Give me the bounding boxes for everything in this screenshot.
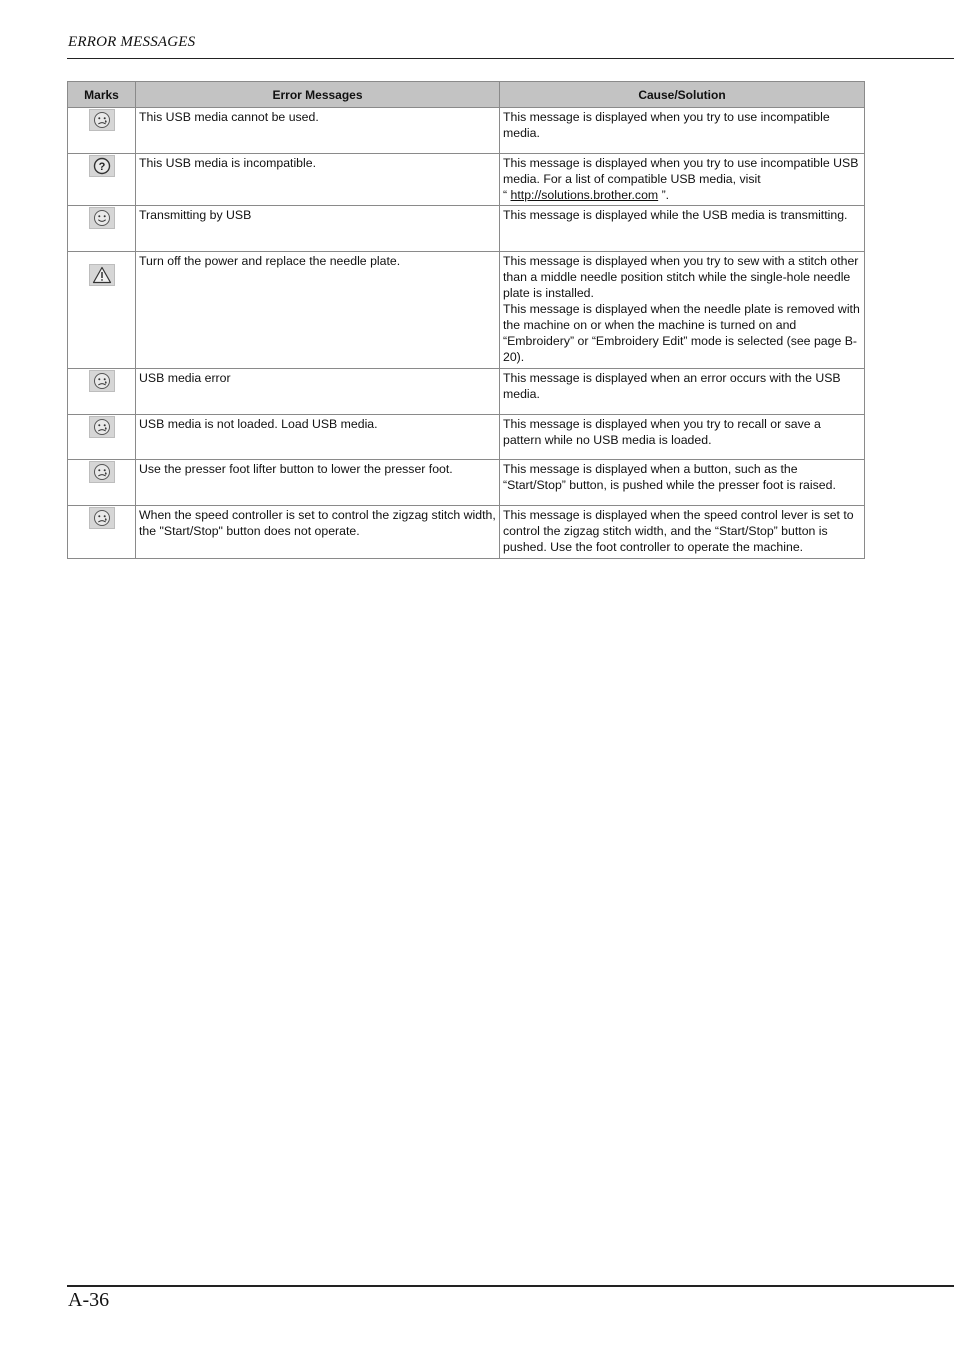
cause-solution-cell xyxy=(500,506,865,559)
mark-cell xyxy=(68,415,136,460)
cause-text: This message is displayed when the needle plate is removed with the machine on or when the machine is turned on and “Embroidery” or “Embroidery Edit” mode is selected (see page B-20). xyxy=(503,302,860,364)
table-row xyxy=(68,506,865,559)
warning-icon xyxy=(89,264,115,286)
cause-text: This message is displayed when an error occurs with the USB media. xyxy=(503,371,841,401)
table-row xyxy=(68,415,865,460)
error-message-cell: USB media error xyxy=(136,369,500,415)
header-divider xyxy=(67,58,954,59)
quote-open: “ xyxy=(503,188,511,202)
table-row xyxy=(68,206,865,252)
cause-solution-cell xyxy=(500,108,865,154)
table-row xyxy=(68,369,865,415)
error-message-cell: This USB media cannot be used. xyxy=(136,108,500,154)
sad-face-icon xyxy=(89,507,115,529)
solutions-link[interactable]: http://solutions.brother.com xyxy=(510,188,659,202)
mark-cell xyxy=(68,206,136,252)
sad-face-icon xyxy=(89,370,115,392)
error-message-cell: Transmitting by USB xyxy=(136,206,500,252)
cause-text: This message is displayed when you try to use incompatible USB media. For a list of compatible USB media, visit xyxy=(503,156,859,186)
page-number: A-36 xyxy=(68,1289,110,1311)
error-message-cell: Use the presser foot lifter button to lower the presser foot. xyxy=(136,460,500,506)
footer-divider xyxy=(67,1285,954,1287)
question-icon xyxy=(89,155,115,177)
column-header-cause-solution: Cause/Solution xyxy=(500,82,865,108)
cause-solution-cell xyxy=(500,252,865,369)
mark-cell xyxy=(68,506,136,559)
error-message-cell: USB media is not loaded. Load USB media. xyxy=(136,415,500,460)
page-header-title: ERROR MESSAGES xyxy=(68,34,196,50)
error-message-cell: When the speed controller is set to control the zigzag stitch width, the "Start/Stop" button does not operate. xyxy=(136,506,500,559)
column-header-error-messages: Error Messages xyxy=(136,82,500,108)
mark-cell xyxy=(68,154,136,206)
smile-face-icon xyxy=(89,207,115,229)
cause-text: This message is displayed when you try to recall or save a pattern while no USB media is loaded. xyxy=(503,417,821,447)
table-row xyxy=(68,460,865,506)
cause-solution-cell xyxy=(500,154,865,206)
sad-face-icon xyxy=(89,461,115,483)
error-messages-table xyxy=(67,81,865,559)
quote-close: ”. xyxy=(658,188,670,202)
cause-text: This message is displayed when the speed control lever is set to control the zigzag stitch width, and the “Start/Stop” button is pushed. Use the foot controller to operate the machine. xyxy=(503,508,854,554)
error-message-cell: This USB media is incompatible. xyxy=(136,154,500,206)
cause-solution-cell xyxy=(500,206,865,252)
column-header-marks: Marks xyxy=(68,82,136,108)
cause-text: This message is displayed when a button, such as the “Start/Stop” button, is pushed while the presser foot is raised. xyxy=(503,462,836,492)
svg-text:?: ? xyxy=(98,161,105,173)
cause-text: This message is displayed when you try to sew with a stitch other than a middle needle position stitch while the single-hole needle plate is installed. xyxy=(503,254,859,300)
mark-cell xyxy=(68,460,136,506)
table-row xyxy=(68,154,865,206)
cause-solution-cell xyxy=(500,369,865,415)
table-header-row xyxy=(68,82,865,108)
cause-solution-cell xyxy=(500,415,865,460)
table-row xyxy=(68,252,865,369)
cause-text: This message is displayed while the USB media is transmitting. xyxy=(503,208,848,222)
sad-face-icon xyxy=(89,416,115,438)
cause-text: This message is displayed when you try to use incompatible media. xyxy=(503,110,830,140)
mark-cell xyxy=(68,108,136,154)
mark-cell xyxy=(68,369,136,415)
cause-link-line xyxy=(503,187,861,203)
table-row xyxy=(68,108,865,154)
cause-solution-cell xyxy=(500,460,865,506)
error-message-cell: Turn off the power and replace the needle plate. xyxy=(136,252,500,369)
mark-cell xyxy=(68,252,136,369)
sad-face-icon xyxy=(89,109,115,131)
